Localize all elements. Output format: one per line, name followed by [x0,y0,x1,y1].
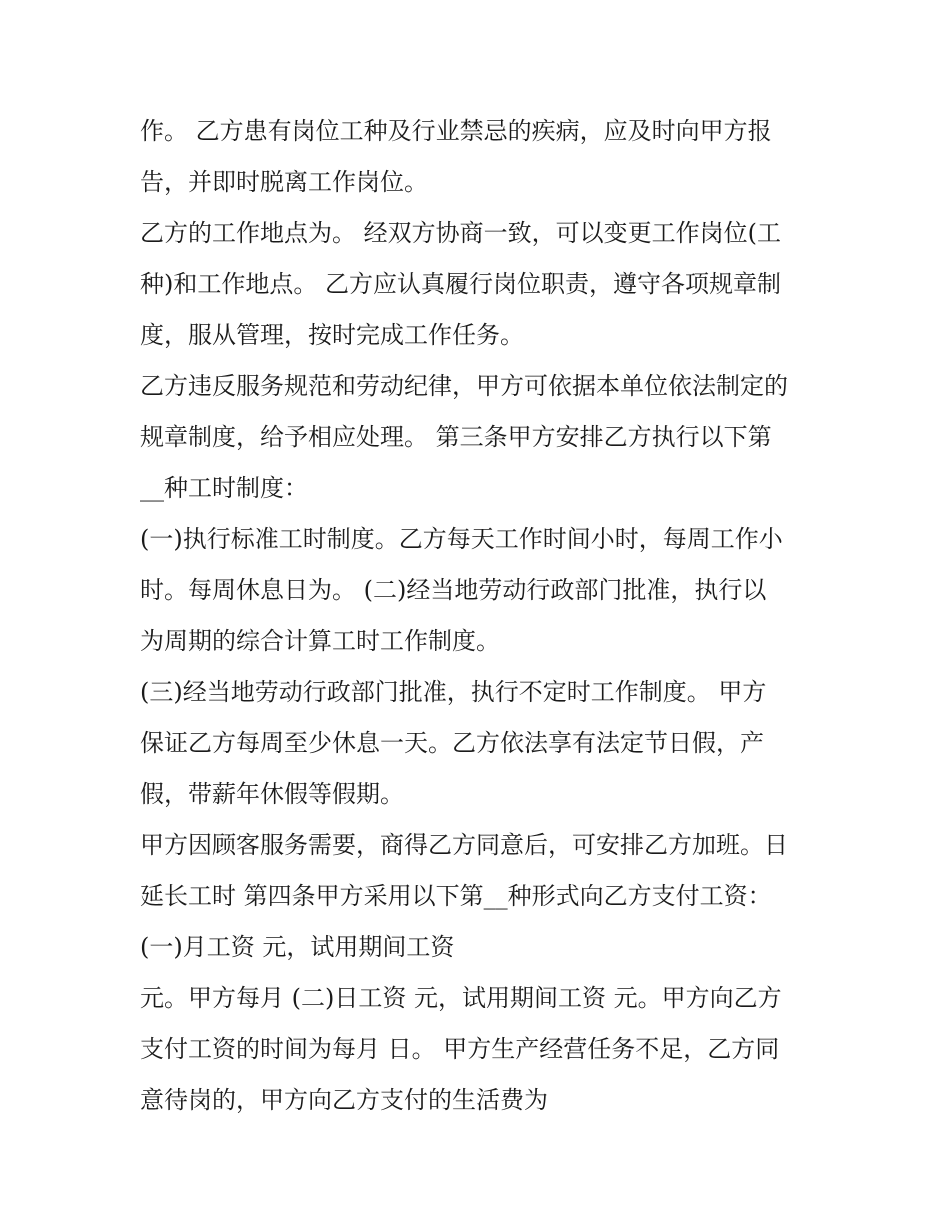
text-line: __种工时制度： [140,474,308,502]
text-line: (一)月工资 元，试用期间工资 [140,933,455,961]
text-line: 假，带薪年休假等假期。 [140,780,404,808]
text-line: 种)和工作地点。 乙方应认真履行岗位职责，遵守各项规章制 [140,270,781,298]
text-line: 保证乙方每周至少休息一天。乙方依法享有法定节日假，产 [140,729,764,757]
text-line: 为周期的综合计算工时工作制度。 [140,627,500,655]
text-line: 规章制度，给予相应处理。 第三条甲方安排乙方执行以下第 [140,423,772,451]
text-line: 元。甲方每月 (二)日工资 元，试用期间工资 元。甲方向乙方 [140,984,782,1012]
text-line: 意待岗的，甲方向乙方支付的生活费为 [140,1086,548,1114]
text-line: 支付工资的时间为每月 日。 甲方生产经营任务不足，乙方同 [140,1035,780,1063]
document-body [140,106,820,1126]
text-line: 度，服从管理，按时完成工作任务。 [140,321,524,349]
text-line: 作。 乙方患有岗位工种及行业禁忌的疾病，应及时向甲方报 [140,117,772,145]
text-line: 时。每周休息日为。 (二)经当地劳动行政部门批准，执行以 [140,576,767,604]
text-line: (三)经当地劳动行政部门批准，执行不定时工作制度。 甲方 [140,678,767,706]
text-line: 告，并即时脱离工作岗位。 [140,168,428,196]
text-line: 乙方的工作地点为。 经双方协商一致，可以变更工作岗位(工 [140,219,781,247]
text-line: (一)执行标准工时制度。乙方每天工作时间小时，每周工作小 [140,525,783,553]
text-line: 乙方违反服务规范和劳动纪律，甲方可依据本单位依法制定的 [140,372,788,400]
text-line: 甲方因顾客服务需要，商得乙方同意后，可安排乙方加班。日 [140,831,788,859]
text-line: 延长工时 第四条甲方采用以下第__种形式向乙方支付工资： [140,882,772,910]
